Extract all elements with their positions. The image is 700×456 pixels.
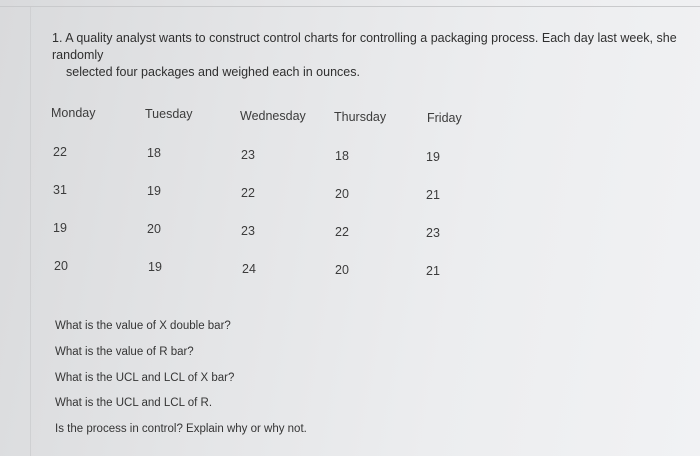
table-cell: 19 bbox=[426, 150, 440, 164]
table-cell: 20 bbox=[147, 222, 161, 236]
question-r-limits: What is the UCL and LCL of R. bbox=[55, 397, 213, 409]
header-wednesday: Wednesday bbox=[240, 109, 306, 123]
problem-statement bbox=[52, 30, 688, 81]
table-cell: 20 bbox=[54, 259, 68, 273]
table-cell: 22 bbox=[335, 225, 349, 239]
table-cell: 23 bbox=[426, 226, 440, 240]
table-cell: 20 bbox=[335, 187, 349, 201]
table-cell: 20 bbox=[335, 263, 349, 277]
header-monday: Monday bbox=[51, 106, 96, 120]
question-process-control: Is the process in control? Explain why or why not. bbox=[55, 423, 307, 435]
table-cell: 24 bbox=[242, 262, 256, 276]
table-cell: 18 bbox=[147, 146, 161, 160]
table-cell: 23 bbox=[241, 224, 255, 238]
table-cell: 23 bbox=[241, 148, 255, 162]
left-margin-line bbox=[30, 7, 31, 456]
question-x-bar-limits: What is the UCL and LCL of X bar? bbox=[55, 372, 235, 384]
question-r-bar: What is the value of R bar? bbox=[55, 346, 194, 358]
table-cell: 19 bbox=[147, 184, 161, 198]
header-thursday: Thursday bbox=[334, 110, 387, 124]
table-cell: 31 bbox=[53, 183, 67, 197]
table-cell: 22 bbox=[241, 186, 255, 200]
table-cell: 19 bbox=[148, 260, 162, 274]
problem-text-line2: selected four packages and weighed each in ounces. bbox=[66, 65, 360, 79]
header-friday: Friday bbox=[427, 111, 462, 125]
problem-number: 1. bbox=[52, 31, 63, 45]
header-tuesday: Tuesday bbox=[145, 107, 193, 121]
problem-text-line1: A quality analyst wants to construct control charts for controlling a packaging process. Each day last week, she randomly bbox=[52, 31, 677, 62]
table-cell: 22 bbox=[53, 145, 67, 159]
table-cell: 21 bbox=[426, 264, 440, 278]
top-border-line bbox=[0, 6, 700, 7]
table-cell: 18 bbox=[335, 149, 349, 163]
question-x-double-bar: What is the value of X double bar? bbox=[55, 320, 231, 332]
table-cell: 19 bbox=[53, 221, 67, 235]
table-cell: 21 bbox=[426, 188, 440, 202]
